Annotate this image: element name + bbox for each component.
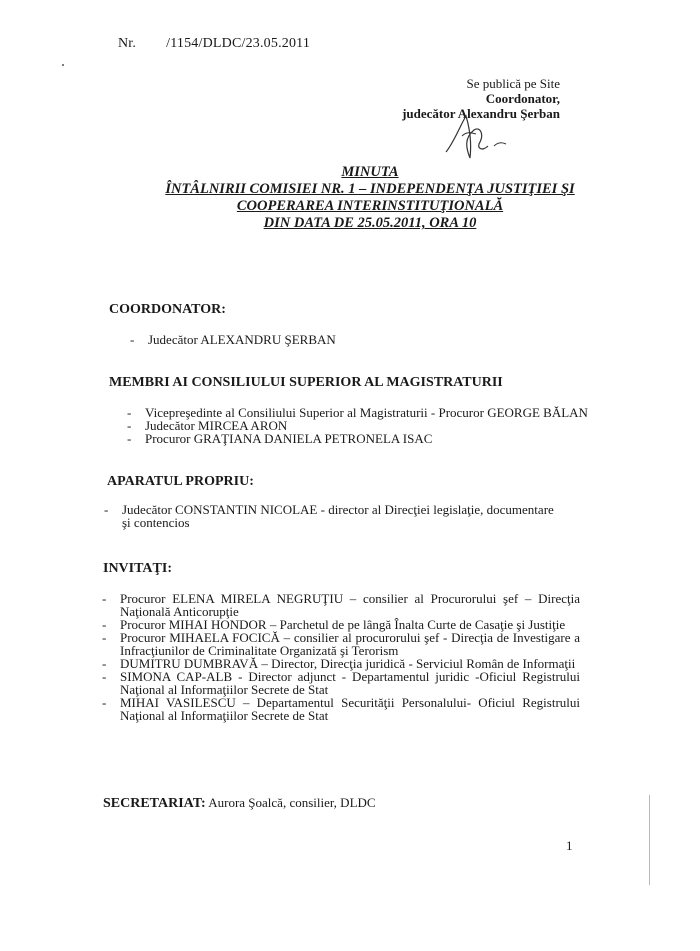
membri-list xyxy=(127,405,605,446)
page-number: 1 xyxy=(566,838,573,853)
scan-speck xyxy=(62,64,64,66)
title-line: MINUTA xyxy=(341,164,399,180)
title-line: ÎNTÂLNIRII COMISIEI NR. 1 – INDEPENDENŢA JUSTIŢIEI ŞI xyxy=(165,181,575,197)
list-item: - Procuror GRAŢIANA DANIELA PETRONELA ISAC xyxy=(127,431,433,446)
publish-line: Se publică pe Site xyxy=(466,76,560,91)
coordinator-label: Coordonator, xyxy=(485,91,560,106)
nr-label: Nr. xyxy=(118,36,137,51)
invitati-list xyxy=(102,591,580,723)
section-heading-membri: MEMBRI AI CONSILIULUI SUPERIOR AL MAGISTRATURII xyxy=(109,375,503,390)
secretariat-value: Aurora Şoalcă, consilier, DLDC xyxy=(205,795,376,810)
list-item: - DUMITRU DUMBRAVĂ – Director, Direcţia juridică - Serviciul Român de Informaţii xyxy=(102,656,576,671)
list-item: - Judecător CONSTANTIN NICOLAE - director al Direcţiei legislaţie, documentare şi contencios xyxy=(104,502,554,530)
section-heading-invitati: INVITAŢI: xyxy=(103,561,172,576)
title-line: DIN DATA DE 25.05.2011, ORA 10 xyxy=(263,215,477,231)
section-heading-aparatul: APARATUL PROPRIU: xyxy=(107,474,254,489)
nr-value: /1154/DLDC/23.05.2011 xyxy=(166,36,311,51)
document-title xyxy=(130,164,610,232)
registration-number xyxy=(118,36,310,52)
handwritten-signature xyxy=(436,112,516,164)
section-heading-coordonator: COORDONATOR: xyxy=(109,302,226,317)
list-item: - Procuror MIHAELA FOCICĂ – consilier al procurorului şef - Direcţia de Investigare a Infracţiunilor de Criminalitate Organizată şi Terorism xyxy=(102,630,580,658)
list-item: - Vicepreşedinte al Consiliului Superior al Magistraturii - Procuror GEORGE BĂLAN xyxy=(127,405,588,420)
coordinator-name: judecător Alexandru Şerban xyxy=(402,106,560,121)
title-line: COOPERAREA INTERINSTITUŢIONALĂ xyxy=(236,198,504,214)
list-item: - Procuror MIHAI HONDOR – Parchetul de pe lângă Înalta Curte de Casaţie şi Justiţie xyxy=(102,617,566,632)
scan-edge-line xyxy=(649,795,650,885)
list-item: - SIMONA CAP-ALB - Director adjunct - Departamentul juridic -Oficiul Registrului Naţional al Informaţiilor Secrete de Stat xyxy=(102,669,580,697)
aparatul-list xyxy=(104,502,562,530)
list-item: - Procuror ELENA MIRELA NEGRUŢIU – consilier al Procurorului şef – Direcţia Naţională Anticorupţie xyxy=(102,591,580,619)
list-item: - Judecător MIRCEA ARON xyxy=(127,418,288,433)
secretariat-line xyxy=(103,795,376,812)
list-item: - MIHAI VASILESCU – Departamentul Securităţii Personalului- Oficiul Registrului Naţional al Informaţiilor Secrete de Stat xyxy=(102,695,580,723)
secretariat-label: SECRETARIAT: xyxy=(103,796,206,811)
list-item: - Judecător ALEXANDRU ŞERBAN xyxy=(130,332,336,347)
coordonator-list xyxy=(130,332,548,347)
